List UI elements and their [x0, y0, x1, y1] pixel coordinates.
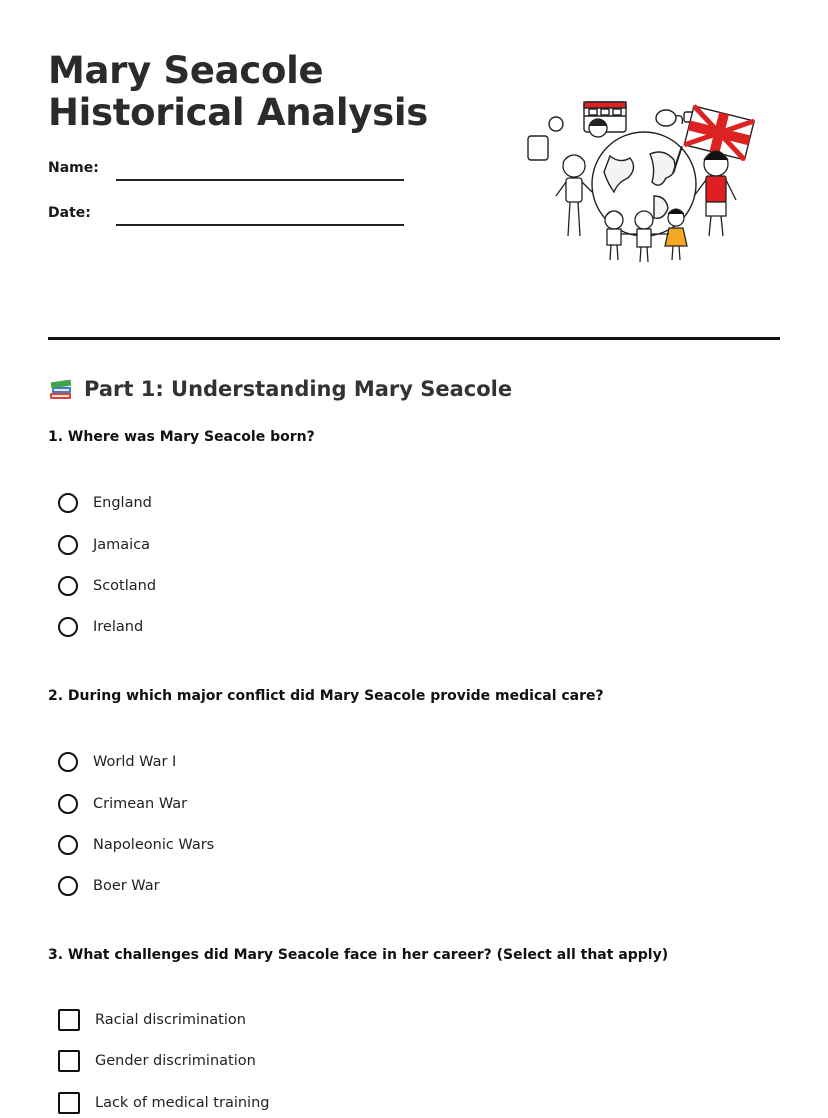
books-icon — [48, 376, 74, 402]
name-field — [48, 160, 408, 184]
option-label: Scotland — [93, 578, 157, 594]
q1-option-ireland[interactable] — [58, 615, 143, 639]
radio-button[interactable] — [58, 617, 78, 637]
radio-button[interactable] — [58, 794, 78, 814]
radio-button[interactable] — [58, 535, 78, 555]
radio-button[interactable] — [58, 876, 78, 896]
name-answer-line[interactable] — [116, 179, 404, 181]
q1-option-england[interactable] — [58, 491, 152, 515]
q1-option-jamaica[interactable] — [58, 533, 150, 557]
question-3: 3. What challenges did Mary Seacole face in her career? (Select all that apply) — [48, 947, 669, 963]
radio-button[interactable] — [58, 576, 78, 596]
radio-button[interactable] — [58, 493, 78, 513]
checkbox[interactable] — [58, 1050, 80, 1072]
checkbox[interactable] — [58, 1009, 80, 1031]
part1-heading — [48, 374, 512, 404]
date-label: Date: — [48, 205, 91, 221]
option-label: Gender discrimination — [95, 1053, 256, 1069]
question-1: 1. Where was Mary Seacole born? — [48, 429, 315, 445]
option-label: Boer War — [93, 878, 160, 894]
option-label: World War I — [93, 754, 177, 770]
globe-children-illustration — [526, 96, 762, 266]
option-label: England — [93, 495, 152, 511]
option-label: Jamaica — [93, 537, 151, 553]
q3-option-lack-of-medical-training[interactable] — [58, 1091, 269, 1115]
question-2: 2. During which major conflict did Mary Seacole provide medical care? — [48, 688, 604, 704]
option-label: Lack of medical training — [95, 1095, 270, 1111]
option-label: Racial discrimination — [95, 1012, 246, 1028]
checkbox[interactable] — [58, 1092, 80, 1114]
part1-heading-text: Part 1: Understanding Mary Seacole — [84, 377, 513, 401]
q2-option-boer-war[interactable] — [58, 874, 160, 898]
section-divider — [48, 337, 780, 340]
option-label: Crimean War — [93, 796, 188, 812]
name-label: Name: — [48, 160, 99, 176]
q3-option-racial-discrimination[interactable] — [58, 1008, 246, 1032]
date-answer-line[interactable] — [116, 224, 404, 226]
page-title: Mary Seacole Historical Analysis — [48, 49, 428, 134]
option-label: Ireland — [93, 619, 144, 635]
option-label: Napoleonic Wars — [93, 837, 215, 853]
date-field — [48, 205, 408, 229]
radio-button[interactable] — [58, 752, 78, 772]
q2-option-napoleonic-wars[interactable] — [58, 833, 214, 857]
radio-button[interactable] — [58, 835, 78, 855]
q2-option-crimean-war[interactable] — [58, 792, 187, 816]
q2-option-world-war-i[interactable] — [58, 750, 176, 774]
q1-option-scotland[interactable] — [58, 574, 156, 598]
worksheet-page — [48, 0, 780, 1118]
q3-option-gender-discrimination[interactable] — [58, 1049, 256, 1073]
